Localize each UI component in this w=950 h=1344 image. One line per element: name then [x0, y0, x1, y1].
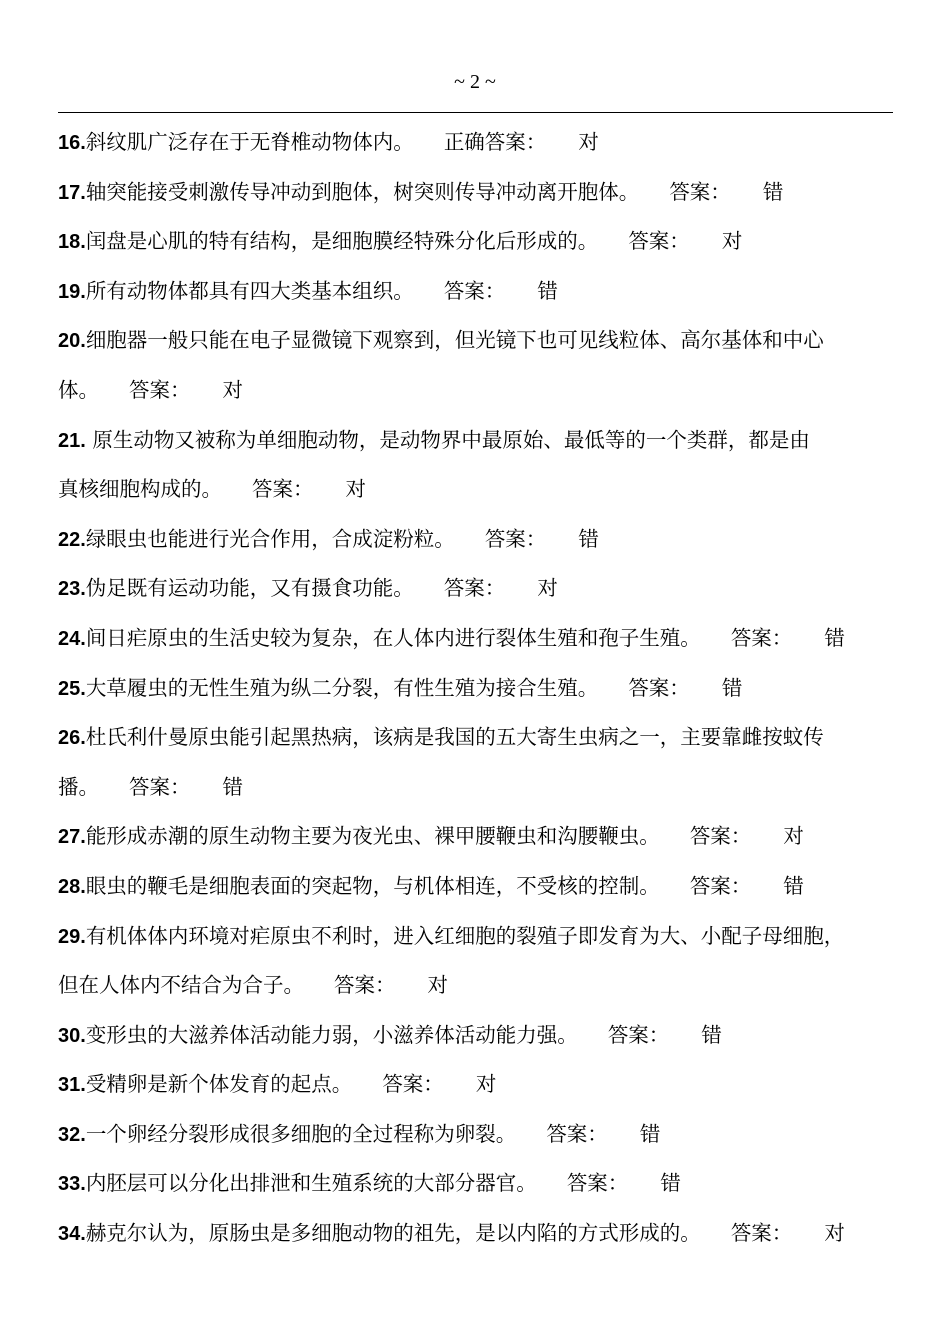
question-number: 32.: [58, 1123, 86, 1146]
answer-value: 对: [721, 229, 743, 254]
question-line: [58, 664, 908, 714]
question-number: 28.: [58, 875, 86, 898]
answer-label: 答案：: [730, 1221, 793, 1246]
question-line: [58, 1011, 908, 1061]
question-text: 间日疟原虫的生活史较为复杂，在人体内进行裂体生殖和孢子生殖。: [85, 625, 701, 650]
question-text: 原生动物又被称为单细胞动物，是动物界中最原始、最低等的一个类群，都是由: [85, 427, 810, 452]
question-text: 眼虫的鞭毛是细胞表面的突起物，与机体相连，不受核的控制。: [85, 873, 660, 898]
question-line: [58, 416, 908, 466]
question-text: 杜氏利什曼原虫能引起黑热病，该病是我国的五大寄生虫病之一，主要靠雌按蚊传: [85, 725, 824, 750]
question-text: 受精卵是新个体发育的起点。: [85, 1072, 353, 1097]
question-line: [58, 763, 908, 813]
answer-label: 答案：: [484, 526, 547, 551]
answer-value: 错: [824, 625, 845, 650]
answer-value: 对: [578, 130, 599, 154]
question-text: 体。: [58, 377, 99, 402]
question-number: 22.: [58, 528, 86, 551]
answer-value: 对: [475, 1072, 497, 1097]
question-number: 16.: [58, 132, 86, 154]
answer-label: 答案：: [607, 1022, 670, 1047]
answer-label: 答案：: [382, 1072, 444, 1097]
question-number: 34.: [58, 1223, 86, 1246]
answer-label: 答案：: [252, 477, 314, 502]
question-line: [58, 1060, 908, 1110]
question-text: 斜纹肌广泛存在于无脊椎动物体内。: [85, 130, 414, 154]
question-line: [58, 168, 908, 218]
answer-value: 错: [762, 179, 784, 204]
answer-value: 对: [537, 576, 558, 601]
answer-value: 对: [783, 824, 804, 849]
question-text: 所有动物体都具有四大类基本组织。: [85, 278, 414, 303]
question-line: [58, 862, 908, 912]
answer-value: 错: [783, 873, 804, 898]
question-number: 21.: [58, 429, 86, 452]
answer-label: 答案：: [566, 1171, 629, 1196]
question-text: 绿眼虫也能进行光合作用，合成淀粉粒。: [85, 526, 455, 551]
answer-label: 答案：: [628, 229, 690, 254]
answer-label: 答案：: [546, 1121, 608, 1146]
question-number: 33.: [58, 1173, 86, 1196]
answer-label: 答案：: [443, 576, 506, 601]
question-text: 一个卵经分裂形成很多细胞的全过程称为卵裂。: [85, 1121, 517, 1146]
question-line: [58, 961, 908, 1011]
answer-value: 对: [427, 973, 448, 998]
question-number: 25.: [58, 677, 86, 700]
question-list: [58, 118, 908, 1259]
question-number: 20.: [58, 330, 86, 353]
answer-label: 正确答案：: [443, 130, 547, 154]
question-line: [58, 1110, 908, 1160]
question-text: 大草履虫的无性生殖为纵二分裂，有性生殖为接合生殖。: [85, 675, 599, 700]
question-number: 31.: [58, 1074, 86, 1097]
answer-value: 错: [639, 1121, 661, 1146]
question-line: [58, 118, 908, 168]
answer-label: 答案：: [689, 824, 752, 849]
answer-value: 错: [721, 675, 743, 700]
answer-value: 对: [345, 477, 366, 502]
question-number: 19.: [58, 280, 86, 303]
question-line: [58, 713, 908, 763]
header-rule: [58, 112, 893, 113]
answer-value: 错: [578, 526, 599, 551]
question-number: 30.: [58, 1024, 86, 1047]
question-number: 26.: [58, 727, 86, 750]
question-line: [58, 465, 908, 515]
question-line: [58, 1159, 908, 1209]
question-line: [58, 912, 908, 962]
answer-label: 答案：: [129, 774, 191, 799]
question-line: [58, 366, 908, 416]
answer-label: 答案：: [689, 873, 752, 898]
question-line: [58, 564, 908, 614]
question-text: 内胚层可以分化出排泄和生殖系统的大部分器官。: [85, 1171, 537, 1196]
question-text: 伪足既有运动功能，又有摄食功能。: [85, 576, 414, 601]
question-number: 17.: [58, 181, 86, 204]
answer-value: 对: [824, 1221, 845, 1246]
question-line: [58, 515, 908, 565]
question-text: 轴突能接受刺激传导冲动到胞体，树突则传导冲动离开胞体。: [85, 179, 640, 204]
question-text: 有机体体内环境对疟原虫不利时，进入红细胞的裂殖子即发育为大、小配子母细胞，: [85, 923, 845, 948]
question-number: 27.: [58, 826, 86, 849]
question-line: [58, 812, 908, 862]
answer-label: 答案：: [443, 278, 506, 303]
answer-label: 答案：: [129, 377, 191, 402]
answer-label: 答案：: [628, 675, 690, 700]
question-text: 但在人体内不结合为合子。: [58, 973, 304, 998]
question-text: 真核细胞构成的。: [58, 477, 222, 502]
answer-label: 答案：: [669, 179, 731, 204]
answer-label: 答案：: [730, 625, 793, 650]
answer-value: 错: [701, 1022, 722, 1047]
question-text: 播。: [58, 774, 99, 799]
question-number: 18.: [58, 231, 86, 254]
answer-value: 对: [222, 377, 243, 402]
question-number: 24.: [58, 627, 86, 650]
question-text: 变形虫的大滋养体活动能力弱，小滋养体活动能力强。: [85, 1022, 578, 1047]
question-text: 赫克尔认为，原肠虫是多细胞动物的祖先，是以内陷的方式形成的。: [85, 1221, 701, 1246]
answer-value: 错: [537, 278, 558, 303]
answer-value: 错: [660, 1171, 681, 1196]
question-line: [58, 316, 908, 366]
question-text: 细胞器一般只能在电子显微镜下观察到，但光镜下也可见线粒体、高尔基体和中心: [85, 328, 824, 353]
answer-label: 答案：: [334, 973, 396, 998]
question-number: 29.: [58, 925, 86, 948]
question-line: [58, 1209, 908, 1259]
question-line: [58, 267, 908, 317]
question-line: [58, 614, 908, 664]
page-number: ~ 2 ~: [454, 71, 496, 93]
question-number: 23.: [58, 578, 86, 601]
answer-value: 错: [222, 774, 243, 799]
question-line: [58, 217, 908, 267]
question-text: 能形成赤潮的原生动物主要为夜光虫、裸甲腰鞭虫和沟腰鞭虫。: [85, 824, 660, 849]
question-text: 闰盘是心肌的特有结构，是细胞膜经特殊分化后形成的。: [85, 229, 599, 254]
